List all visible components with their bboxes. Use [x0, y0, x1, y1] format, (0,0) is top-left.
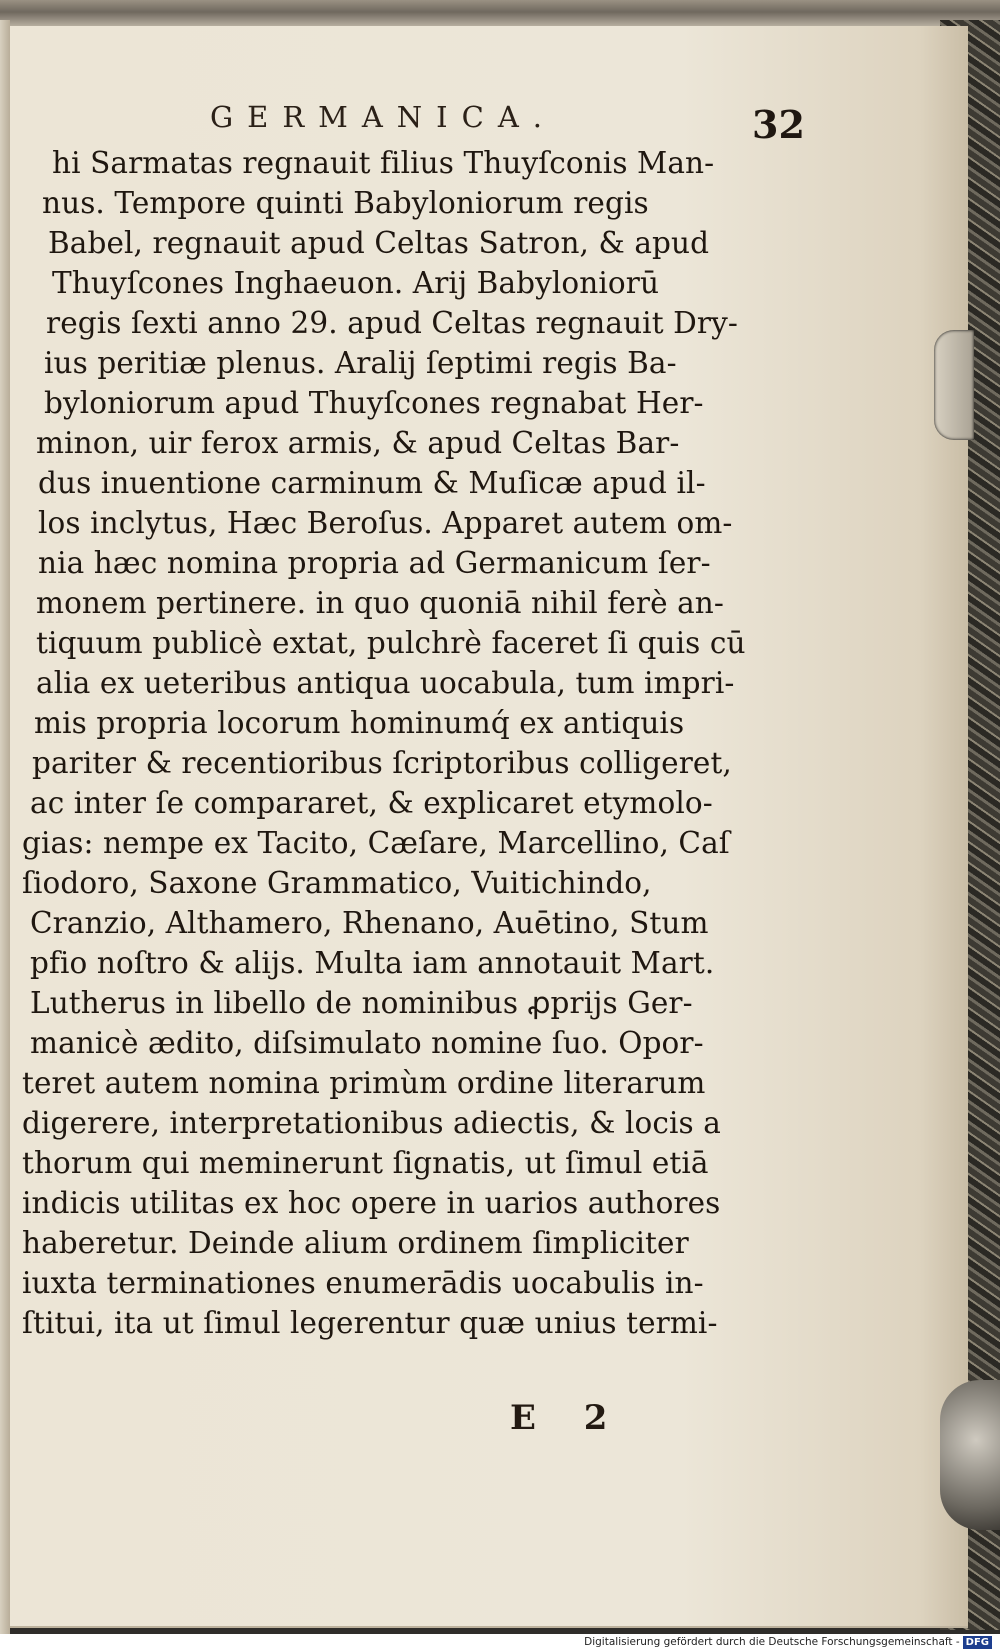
- text-line: Lutherus in libello de nominibus ꝓprijs Ger-: [30, 986, 693, 1020]
- text-line: hi Sarmatas regnauit filius Thuyſconis Man-: [52, 146, 715, 180]
- running-head: GERMANICA.: [210, 100, 556, 134]
- page-number: 32: [752, 102, 805, 147]
- text-line: mis propria locorum hominumq́ ex antiquis: [34, 706, 685, 740]
- text-line: digerere, interpretationibus adiectis, & locis a: [22, 1106, 721, 1140]
- body-text: [22, 143, 746, 1363]
- text-line: thorum qui meminerunt ſignatis, ut ſimul etiā: [22, 1146, 709, 1180]
- text-line: ſtitui, ita ut ſimul legerentur quæ unius termi-: [22, 1306, 718, 1340]
- text-line: tiquum publicè extat, pulchrè faceret ſi quis cū: [36, 626, 746, 660]
- funding-note: [584, 1636, 992, 1649]
- text-line: gias: nempe ex Tacito, Cæſare, Marcellino, Caſ: [22, 826, 730, 860]
- text-line: los inclytus, Hæc Beroſus. Apparet autem om-: [38, 506, 733, 540]
- text-line: nus. Tempore quinti Babyloniorum regis: [42, 186, 649, 220]
- text-line: dus inuentione carminum & Muſicæ apud il-: [38, 466, 706, 500]
- text-line: manicè ædito, diſsimulato nomine ſuo. Opor-: [30, 1026, 704, 1060]
- text-line: alia ex ueteribus antiqua uocabula, tum impri-: [36, 666, 735, 700]
- binding-clasp-upper: [934, 330, 974, 440]
- text-line: Cranzio, Althamero, Rhenano, Auētino, Stum: [30, 906, 709, 940]
- text-line: Babel, regnauit apud Celtas Satron, & apud: [48, 226, 710, 260]
- text-line: byloniorum apud Thuyſcones regnabat Her-: [44, 386, 704, 420]
- text-line: regis ſexti anno 29. apud Celtas regnauit Dry-: [46, 306, 738, 340]
- text-line: pariter & recentioribus ſcriptoribus colligeret,: [32, 746, 732, 780]
- text-line: teret autem nomina primùm ordine literarum: [22, 1066, 706, 1100]
- text-line: Thuyſcones Inghaeuon. Arij Babyloniorū: [52, 266, 660, 300]
- text-line: haberetur. Deinde alium ordinem ſimpliciter: [22, 1226, 689, 1260]
- text-line: monem pertinere. in quo quoniā nihil ferè an-: [36, 586, 724, 620]
- dfg-logo: DFG: [963, 1636, 992, 1649]
- text-line: indicis utilitas ex hoc opere in uarios authores: [22, 1186, 721, 1220]
- text-line: iuxta terminationes enumerādis uocabulis in-: [22, 1266, 704, 1300]
- binding-clasp-lower: [940, 1380, 1000, 1530]
- text-line: ſiodoro, Saxone Grammatico, Vuitichindo,: [22, 866, 652, 900]
- page-left-edge: [0, 20, 10, 1635]
- text-line: minon, uir ferox armis, & apud Celtas Bar-: [36, 426, 680, 460]
- text-line: ius peritiæ plenus. Aralij ſeptimi regis Ba-: [44, 346, 677, 380]
- text-line: pfio noſtro & alijs. Multa iam annotauit Mart.: [30, 946, 715, 980]
- text-line: ac inter ſe compararet, & explicaret etymolo-: [30, 786, 713, 820]
- signature-mark: E 2: [510, 1398, 626, 1438]
- text-line: nia hæc nomina propria ad Germanicum ſer-: [38, 546, 711, 580]
- funding-note-text: Digitalisierung gefördert durch die Deutsche Forschungsgemeinschaft -: [584, 1636, 960, 1648]
